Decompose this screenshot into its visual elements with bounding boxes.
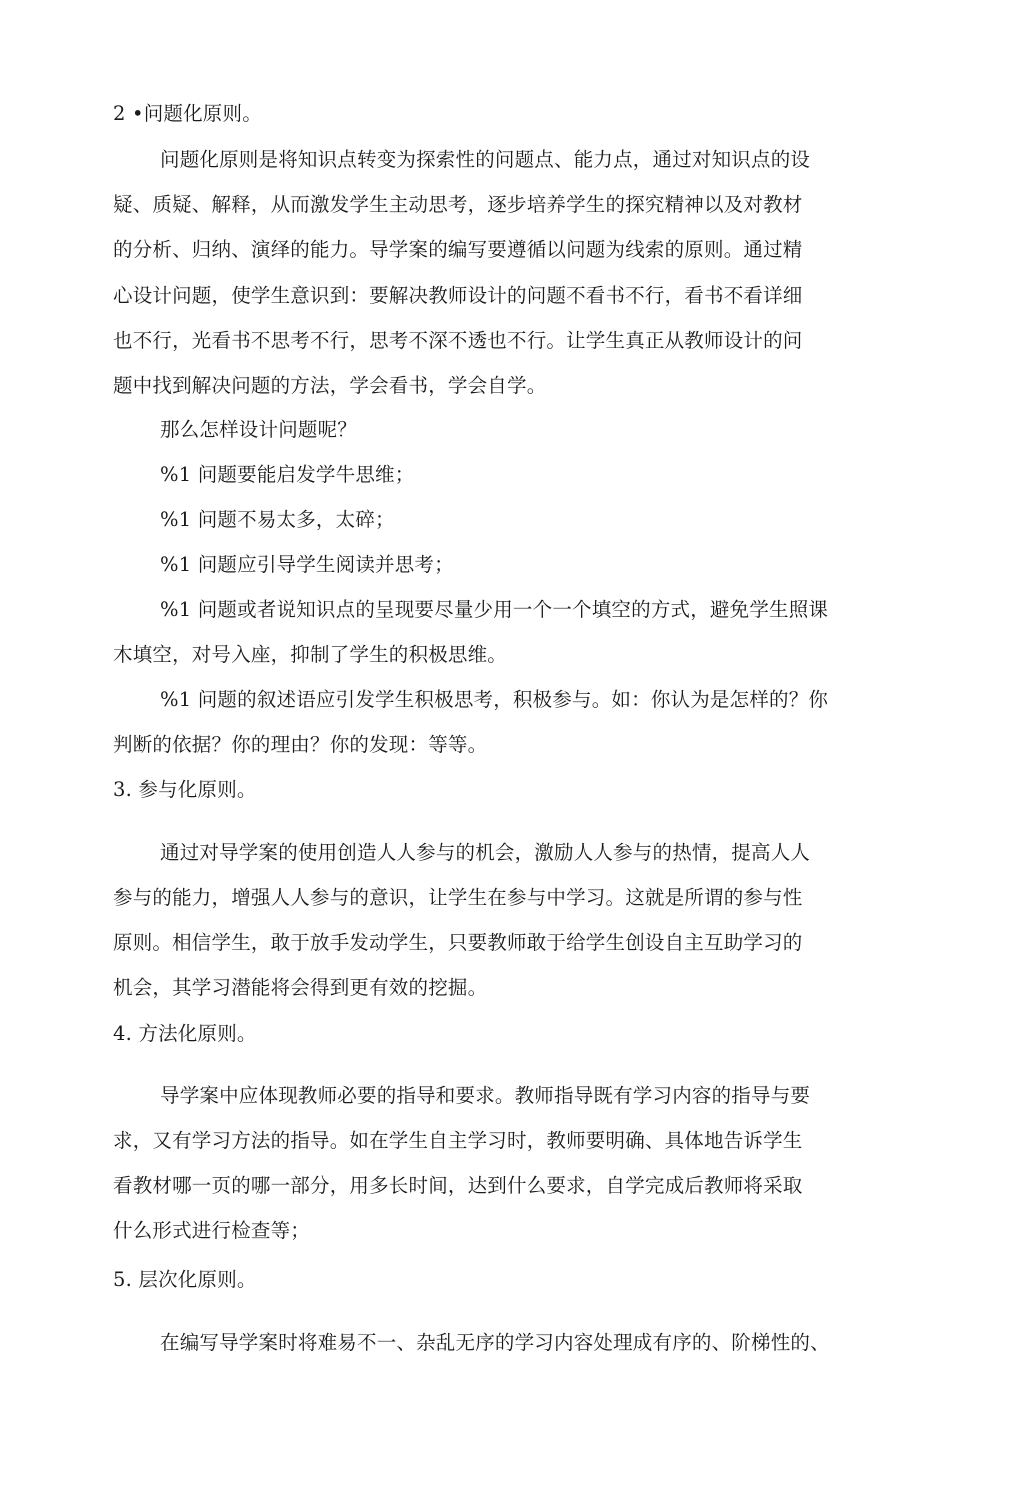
paragraph-line: 木填空，对号入座，抑制了学生的积极思维。: [113, 643, 508, 666]
paragraph-line: 疑、质疑、解释，从而激发学生主动思考，逐步培养学生的探究精神以及对教材: [113, 193, 803, 216]
paragraph-line: 心设计问题，使学生意识到：要解决教师设计的问题不看书不行，看书不看详细: [113, 284, 803, 307]
paragraph-line: 在编写导学案时将难易不一、杂乱无序的学习内容处理成有序的、阶梯性的、: [160, 1331, 830, 1354]
list-item: %1 问题不易太多，太碎；: [160, 508, 395, 531]
list-item: %1 问题要能启发学牛思维；: [160, 463, 415, 486]
paragraph-line: 判断的依据？你的理由？你的发现：等等。: [113, 733, 488, 756]
list-item: %1 问题的叙述语应引发学生积极思考，积极参与。如：你认为是怎样的？你: [160, 688, 829, 711]
paragraph-line: 导学案中应体现教师必要的指导和要求。教师指导既有学习内容的指导与要: [160, 1084, 811, 1107]
paragraph-line: 参与的能力，增强人人参与的意识，让学生在参与中学习。这就是所谓的参与性: [113, 886, 803, 909]
paragraph-line: 看教材哪一页的哪一部分，用多长时间，达到什么要求，自学完成后教师将采取: [113, 1174, 803, 1197]
paragraph-line: 问题化原则是将知识点转变为探索性的问题点、能力点，通过对知识点的设: [160, 148, 811, 171]
paragraph-line: 原则。相信学生，敢于放手发动学生，只要教师敢于给学生创设自主互助学习的: [113, 931, 803, 954]
section-heading: 4. 方法化原则。: [113, 1022, 257, 1045]
paragraph-line: 也不行，光看书不思考不行，思考不深不透也不行。让学生真正从教师设计的问: [113, 329, 803, 352]
paragraph-line: 题中找到解决问题的方法，学会看书，学会自学。: [113, 374, 547, 397]
list-item: %1 问题应引导学生阅读并思考；: [160, 553, 454, 576]
section-heading: 5. 层次化原则。: [113, 1268, 257, 1291]
paragraph-line: 的分析、归纳、演绎的能力。导学案的编写要遵循以问题为线索的原则。通过精: [113, 238, 803, 261]
paragraph-line: 机会，其学习潜能将会得到更有效的挖掘。: [113, 976, 488, 999]
paragraph-line: 求，又有学习方法的指导。如在学生自主学习时，教师要明确、具体地告诉学生: [113, 1129, 803, 1152]
list-item: %1 问题或者说知识点的呈现要尽量少用一个一个填空的方式，避免学生照课: [160, 598, 829, 621]
section-heading: 2 •问题化原则。: [113, 102, 262, 125]
paragraph-line: 那么怎样设计问题呢？: [160, 418, 358, 441]
section-heading: 3. 参与化原则。: [113, 778, 257, 801]
paragraph-line: 什么形式进行检查等；: [113, 1219, 311, 1242]
paragraph-line: 通过对导学案的使用创造人人参与的机会，激励人人参与的热情，提高人人: [160, 841, 811, 864]
